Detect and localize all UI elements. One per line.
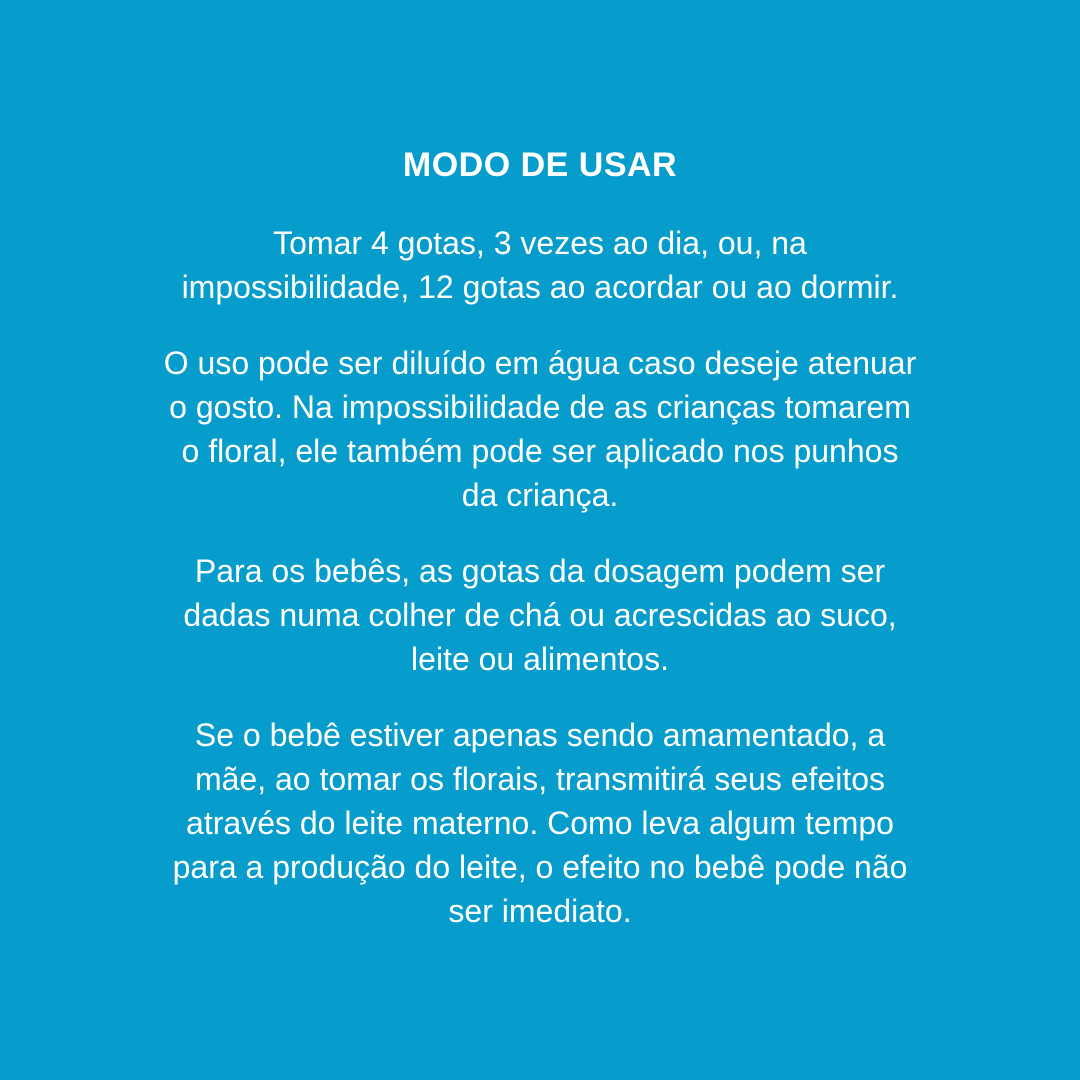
text-line: O uso pode ser diluído em água caso deseje atenuar (163, 345, 917, 381)
text-line: o floral, ele também pode ser aplicado nos punhos (181, 433, 899, 469)
text-line: impossibilidade, 12 gotas ao acordar ou ao dormir. (181, 269, 899, 305)
text-line: da criança. (461, 477, 619, 513)
text-line: para a produção do leite, o efeito no bebê pode não (172, 849, 908, 885)
paragraph-dilution (164, 341, 917, 517)
text-line: o gosto. Na impossibilidade de as crianças tomarem (169, 389, 911, 425)
text-line: ser imediato. (448, 893, 632, 929)
text-line: Para os bebês, as gotas da dosagem podem ser (194, 553, 886, 589)
text-line: mãe, ao tomar os florais, transmitirá seus efeitos (194, 761, 886, 797)
text-line: Tomar 4 gotas, 3 vezes ao dia, ou, na (273, 225, 807, 261)
text-line: Se o bebê estiver apenas sendo amamentado, a (194, 717, 886, 753)
paragraph-babies (183, 549, 896, 681)
text-line: através do leite materno. Como leva algum tempo (186, 805, 894, 841)
paragraph-dosage (182, 221, 899, 309)
page-title: MODO DE USAR (402, 146, 678, 184)
text-line: leite ou alimentos. (411, 641, 669, 677)
paragraph-breastfeeding (173, 713, 908, 933)
text-line: dadas numa colher de chá ou acrescidas ao suco, (183, 597, 897, 633)
